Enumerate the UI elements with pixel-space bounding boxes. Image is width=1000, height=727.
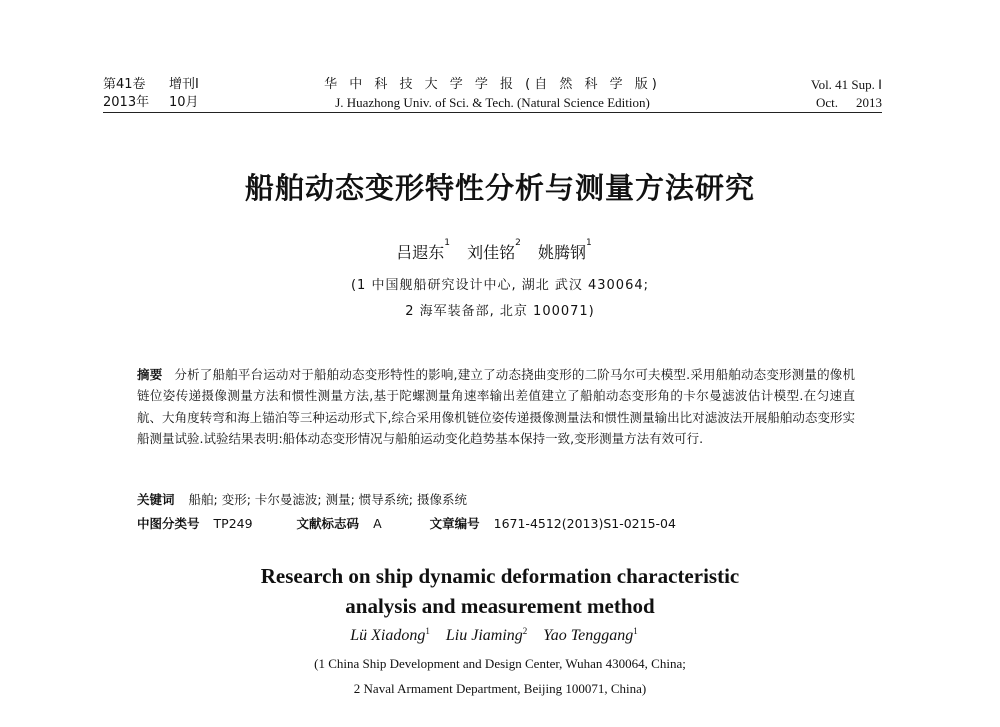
header-volume: 第41卷 (103, 77, 146, 92)
keywords-label: 关键词 (137, 492, 175, 507)
author-en: Lü Xiadong (350, 627, 426, 644)
abstract-cn (137, 364, 855, 449)
abstract-text: 分析了船舶平台运动对于船舶动态变形特性的影响,建立了动态挠曲变形的二阶马尔可夫模型.采用船舶动态变形测量的像机链位姿传递摄像测量方法和惯性测量方法,基于陀螺测量角速率输出差值建立了船舶动态变形角的卡尔曼滤波估计模型.在匀速直航、大角度转弯和海上锚泊等三种运动形式下,综合采用像机链位姿传递摄像测量法和惯性测量输出比对滤波法开展船舶动态变形实船测量试验.试验结果表明:船体动态变形情况与船舶运动变化趋势基本保持一致,变形测量方法有效可行. (137, 367, 855, 446)
author-cn: 吕遐东 (396, 243, 445, 262)
header-rule (103, 112, 882, 113)
header-right (811, 76, 882, 112)
article-number-label: 文章编号 (429, 516, 480, 531)
journal-name-en: J. Huazhong Univ. of Sci. & Tech. (Natural Science Edition) (335, 95, 650, 110)
author-cn: 刘佳铭 (467, 243, 516, 262)
header-month: 10月 (169, 95, 199, 110)
author-en: Liu Jiaming (445, 627, 523, 644)
header-issue: 增刊Ⅰ (169, 77, 199, 92)
author-affiliation-mark: 1 (585, 238, 592, 248)
author-affiliation-mark: 1 (444, 238, 451, 248)
header-volume-en: Vol. 41 Sup. Ⅰ (810, 77, 882, 92)
abstract-label: 摘要 (137, 367, 163, 382)
keywords-text: 船舶; 变形; 卡尔曼滤波; 测量; 惯导系统; 摄像系统 (188, 492, 467, 507)
clc-value: TP249 (213, 516, 253, 531)
clc-label: 中图分类号 (137, 516, 200, 531)
author-affiliation-mark: 1 (633, 626, 638, 636)
document-code-label: 文献标志码 (296, 516, 360, 531)
document-code-value: A (373, 516, 382, 531)
article-number-value: 1671-4512(2013)S1-0215-04 (493, 516, 676, 531)
header-center (103, 76, 882, 112)
journal-name-cn: 华 中 科 技 大 学 学 报 (自 然 科 学 版) (324, 77, 661, 92)
header-year-en: 2013 (856, 95, 882, 110)
affiliation-en-2: 2 Naval Armament Department, Beijing 100071, China) (353, 681, 647, 696)
paper-title-en-line2: analysis and measurement method (345, 594, 655, 618)
author-cn: 姚腾钢 (537, 243, 586, 262)
author-list-en (0, 627, 1000, 645)
author-affiliation-mark: 1 (425, 626, 430, 636)
paper-title-en-line1: Research on ship dynamic deformation characteristic (260, 564, 740, 588)
running-header (103, 76, 882, 112)
header-year: 2013年 (103, 95, 150, 110)
author-list-cn (0, 240, 1000, 263)
author-en: Yao Tenggang (543, 627, 634, 644)
affiliation-cn-1: (1 中国舰船研究设计中心, 湖北 武汉 430064; (350, 278, 649, 293)
classification-line (137, 514, 676, 532)
header-month-en: Oct. (815, 95, 838, 110)
paper-title-cn: 船舶动态变形特性分析与测量方法研究 (244, 171, 755, 205)
affiliation-cn-2: 2 海军装备部, 北京 100071) (405, 304, 595, 319)
author-affiliation-mark: 2 (522, 626, 528, 636)
author-affiliation-mark: 2 (515, 238, 521, 248)
affiliation-en-1: (1 China Ship Development and Design Center, Wuhan 430064, China; (314, 656, 686, 671)
keywords-cn (137, 490, 467, 508)
